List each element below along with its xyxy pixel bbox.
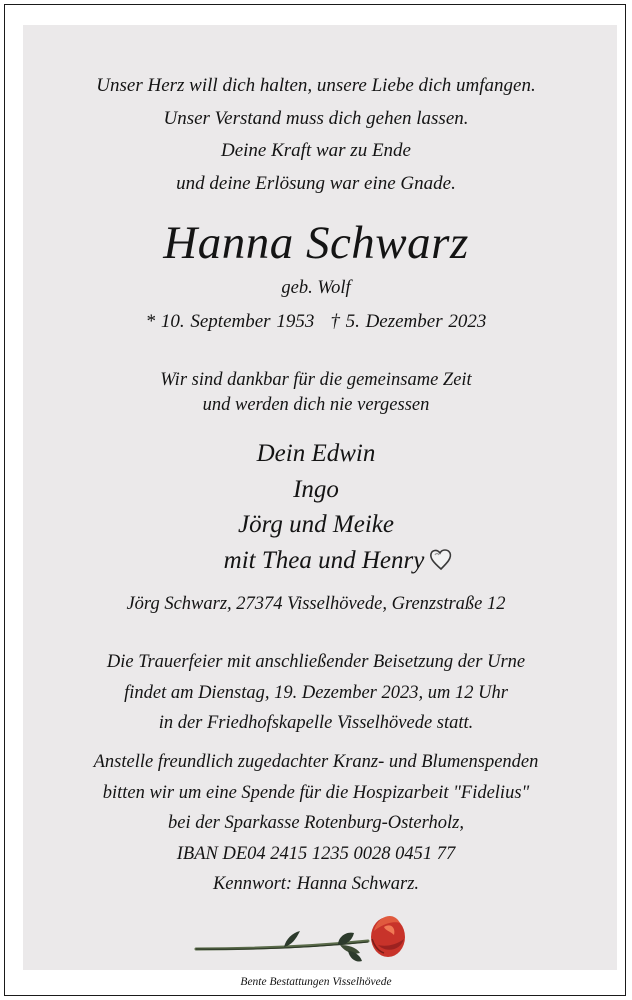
family-line: Jörg und Meike — [238, 511, 394, 538]
donation-request — [0, 747, 632, 900]
thanks-line: und werden dich nie vergessen — [202, 395, 430, 415]
family-signature — [0, 436, 632, 578]
service-line: findet am Dienstag, 19. Dezember 2023, um 12 Uhr — [124, 682, 508, 703]
family-line: Dein Edwin — [256, 440, 376, 467]
death-date: † 5. Dezember 2023 — [330, 311, 487, 332]
opening-verse — [0, 70, 632, 200]
donation-line: bitten wir um eine Spende für die Hospizarbeit "Fidelius" — [102, 782, 530, 803]
life-dates — [0, 309, 632, 335]
verse-line: Deine Kraft war zu Ende — [221, 140, 411, 161]
donation-line: IBAN DE04 2415 1235 0028 0451 77 — [176, 843, 456, 864]
heart-icon — [428, 546, 454, 572]
deceased-name: Hanna Schwarz — [163, 217, 469, 269]
contact-address: Jörg Schwarz, 27374 Visselhövede, Grenzstraße 12 — [126, 594, 506, 614]
funeral-service-info — [0, 647, 632, 739]
donation-line: Anstelle freundlich zugedachter Kranz- und Blumenspenden — [93, 752, 539, 772]
verse-line: und deine Erlösung war eine Gnade. — [176, 172, 456, 194]
verse-line: Unser Verstand muss dich gehen lassen. — [163, 107, 469, 129]
service-line: in der Friedhofskapelle Visselhövede statt. — [158, 713, 474, 733]
donation-line: bei der Sparkasse Rotenburg-Osterholz, — [168, 813, 464, 833]
family-line: mit Thea und Henry — [223, 546, 425, 574]
service-line: Die Trauerfeier mit anschließender Beisetzung der Urne — [106, 652, 526, 672]
donation-line: Kennwort: Hanna Schwarz. — [212, 874, 420, 894]
rose-icon — [188, 905, 418, 980]
family-line: Ingo — [293, 475, 339, 503]
thanks-text — [0, 368, 632, 418]
birth-date: * 10. September 1953 — [145, 311, 315, 332]
maiden-name: geb. Wolf — [281, 278, 351, 298]
verse-line: Unser Herz will dich halten, unsere Liebe dich umfangen. — [96, 75, 536, 96]
funeral-home-name: Bente Bestattungen Visselhövede — [240, 976, 392, 988]
family-line-with-heart — [0, 543, 632, 579]
thanks-line: Wir sind dankbar für die gemeinsame Zeit — [160, 370, 472, 390]
